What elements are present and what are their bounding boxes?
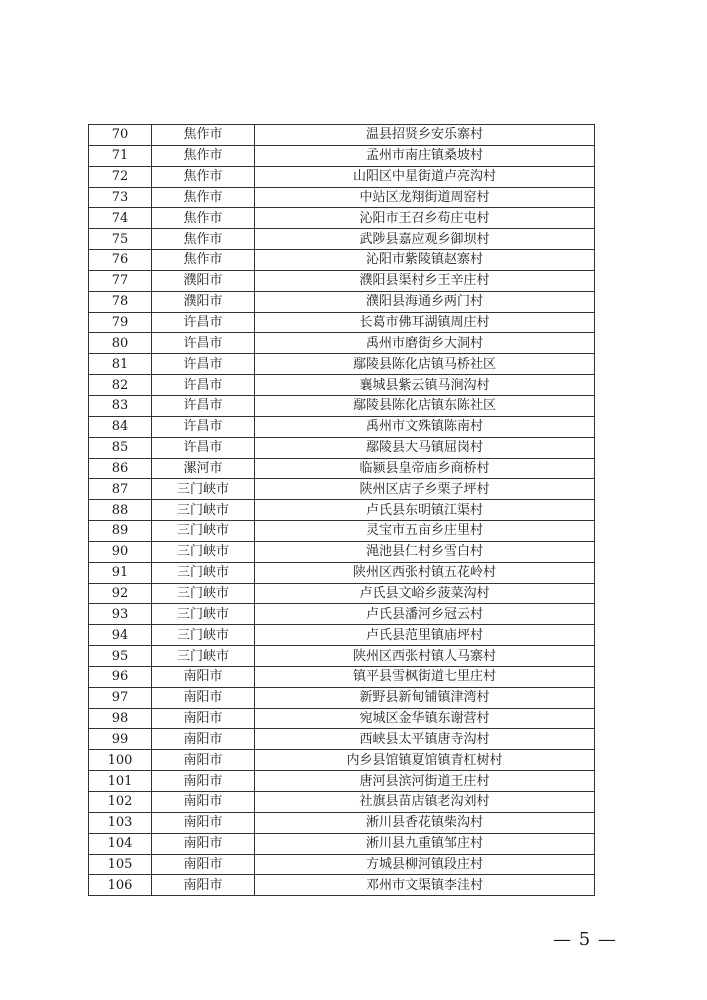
table-row <box>89 875 595 896</box>
city-cell: 南阳市 <box>152 750 255 771</box>
village-cell: 陕州区店子乡栗子坪村 <box>255 479 595 500</box>
row-number-cell: 74 <box>89 208 152 229</box>
village-cell: 濮阳县渠村乡王辛庄村 <box>255 270 595 291</box>
village-cell: 淅川县香花镇柴沟村 <box>255 812 595 833</box>
table-row <box>89 833 595 854</box>
village-cell: 陕州区西张村镇五花岭村 <box>255 562 595 583</box>
city-cell: 许昌市 <box>152 375 255 396</box>
village-cell: 中站区龙翔街道周窑村 <box>255 187 595 208</box>
table-row <box>89 166 595 187</box>
village-cell: 山阳区中星街道卢亮沟村 <box>255 166 595 187</box>
row-number-cell: 86 <box>89 458 152 479</box>
table-row <box>89 270 595 291</box>
city-cell: 南阳市 <box>152 875 255 896</box>
city-cell: 焦作市 <box>152 229 255 250</box>
village-cell: 卢氏县东明镇江渠村 <box>255 500 595 521</box>
city-cell: 南阳市 <box>152 687 255 708</box>
table-row <box>89 604 595 625</box>
city-cell: 许昌市 <box>152 416 255 437</box>
city-cell: 南阳市 <box>152 812 255 833</box>
row-number-cell: 71 <box>89 145 152 166</box>
table-row <box>89 333 595 354</box>
row-number-cell: 96 <box>89 666 152 687</box>
table-row <box>89 437 595 458</box>
row-number-cell: 92 <box>89 583 152 604</box>
village-cell: 卢氏县文峪乡菠菜沟村 <box>255 583 595 604</box>
table-row <box>89 375 595 396</box>
city-cell: 三门峡市 <box>152 646 255 667</box>
village-cell: 临颍县皇帝庙乡商桥村 <box>255 458 595 479</box>
city-cell: 焦作市 <box>152 166 255 187</box>
row-number-cell: 100 <box>89 750 152 771</box>
city-cell: 焦作市 <box>152 145 255 166</box>
row-number-cell: 102 <box>89 792 152 813</box>
table-row <box>89 625 595 646</box>
city-cell: 漯河市 <box>152 458 255 479</box>
row-number-cell: 93 <box>89 604 152 625</box>
row-number-cell: 76 <box>89 250 152 271</box>
city-cell: 三门峡市 <box>152 625 255 646</box>
village-cell: 鄢陵县大马镇屈岗村 <box>255 437 595 458</box>
city-cell: 许昌市 <box>152 354 255 375</box>
village-cell: 濮阳县海通乡两门村 <box>255 291 595 312</box>
table-row <box>89 750 595 771</box>
table-row <box>89 812 595 833</box>
city-cell: 三门峡市 <box>152 500 255 521</box>
village-cell: 镇平县雪枫街道七里庄村 <box>255 666 595 687</box>
table-row <box>89 646 595 667</box>
village-cell: 社旗县苗店镇老沟刘村 <box>255 792 595 813</box>
city-cell: 焦作市 <box>152 187 255 208</box>
village-cell: 卢氏县范里镇庙坪村 <box>255 625 595 646</box>
table-row <box>89 500 595 521</box>
village-cell: 襄城县紫云镇马涧沟村 <box>255 375 595 396</box>
village-cell: 渑池县仁村乡雪白村 <box>255 541 595 562</box>
village-cell: 禹州市磨街乡大洞村 <box>255 333 595 354</box>
page-number: — 5 — <box>553 929 617 950</box>
row-number-cell: 101 <box>89 771 152 792</box>
city-cell: 南阳市 <box>152 666 255 687</box>
table-row <box>89 854 595 875</box>
table-row <box>89 208 595 229</box>
row-number-cell: 90 <box>89 541 152 562</box>
city-cell: 焦作市 <box>152 208 255 229</box>
row-number-cell: 103 <box>89 812 152 833</box>
row-number-cell: 91 <box>89 562 152 583</box>
table-row <box>89 354 595 375</box>
village-cell: 方城县柳河镇段庄村 <box>255 854 595 875</box>
village-cell: 长葛市佛耳湖镇周庄村 <box>255 312 595 333</box>
village-cell: 武陟县嘉应观乡御坝村 <box>255 229 595 250</box>
village-cell: 沁阳市紫陵镇赵寨村 <box>255 250 595 271</box>
city-cell: 南阳市 <box>152 792 255 813</box>
table-row <box>89 521 595 542</box>
table-row <box>89 771 595 792</box>
village-cell: 唐河县滨河街道王庄村 <box>255 771 595 792</box>
table-row <box>89 291 595 312</box>
city-cell: 南阳市 <box>152 833 255 854</box>
village-list-table <box>88 124 595 896</box>
row-number-cell: 106 <box>89 875 152 896</box>
city-cell: 焦作市 <box>152 125 255 146</box>
table-row <box>89 562 595 583</box>
village-cell: 禹州市文殊镇陈南村 <box>255 416 595 437</box>
row-number-cell: 97 <box>89 687 152 708</box>
table-row <box>89 729 595 750</box>
city-cell: 南阳市 <box>152 729 255 750</box>
city-cell: 三门峡市 <box>152 562 255 583</box>
table-row <box>89 187 595 208</box>
village-cell: 新野县新甸铺镇津湾村 <box>255 687 595 708</box>
row-number-cell: 104 <box>89 833 152 854</box>
row-number-cell: 79 <box>89 312 152 333</box>
village-cell: 灵宝市五亩乡庄里村 <box>255 521 595 542</box>
row-number-cell: 95 <box>89 646 152 667</box>
row-number-cell: 75 <box>89 229 152 250</box>
row-number-cell: 77 <box>89 270 152 291</box>
village-cell: 鄢陵县陈化店镇马桥社区 <box>255 354 595 375</box>
table-row <box>89 312 595 333</box>
village-cell: 温县招贤乡安乐寨村 <box>255 125 595 146</box>
table-row <box>89 458 595 479</box>
city-cell: 许昌市 <box>152 437 255 458</box>
table-row <box>89 145 595 166</box>
row-number-cell: 78 <box>89 291 152 312</box>
table-row <box>89 583 595 604</box>
table-row <box>89 416 595 437</box>
table-row <box>89 250 595 271</box>
table-row <box>89 479 595 500</box>
row-number-cell: 98 <box>89 708 152 729</box>
table-row <box>89 395 595 416</box>
row-number-cell: 99 <box>89 729 152 750</box>
city-cell: 三门峡市 <box>152 604 255 625</box>
city-cell: 三门峡市 <box>152 479 255 500</box>
table-row <box>89 666 595 687</box>
village-cell: 陕州区西张村镇人马寨村 <box>255 646 595 667</box>
row-number-cell: 80 <box>89 333 152 354</box>
village-cell: 鄢陵县陈化店镇东陈社区 <box>255 395 595 416</box>
row-number-cell: 94 <box>89 625 152 646</box>
row-number-cell: 73 <box>89 187 152 208</box>
row-number-cell: 87 <box>89 479 152 500</box>
city-cell: 濮阳市 <box>152 291 255 312</box>
table-row <box>89 541 595 562</box>
city-cell: 焦作市 <box>152 250 255 271</box>
city-cell: 许昌市 <box>152 395 255 416</box>
row-number-cell: 82 <box>89 375 152 396</box>
table-body <box>89 125 595 896</box>
row-number-cell: 83 <box>89 395 152 416</box>
city-cell: 三门峡市 <box>152 583 255 604</box>
city-cell: 许昌市 <box>152 333 255 354</box>
village-cell: 孟州市南庄镇桑坡村 <box>255 145 595 166</box>
row-number-cell: 105 <box>89 854 152 875</box>
city-cell: 南阳市 <box>152 708 255 729</box>
table-row <box>89 708 595 729</box>
city-cell: 三门峡市 <box>152 521 255 542</box>
city-cell: 濮阳市 <box>152 270 255 291</box>
city-cell: 南阳市 <box>152 771 255 792</box>
table-row <box>89 792 595 813</box>
row-number-cell: 89 <box>89 521 152 542</box>
table-row <box>89 687 595 708</box>
table-row <box>89 125 595 146</box>
row-number-cell: 70 <box>89 125 152 146</box>
row-number-cell: 81 <box>89 354 152 375</box>
city-cell: 三门峡市 <box>152 541 255 562</box>
village-cell: 内乡县馆镇夏馆镇青杠树村 <box>255 750 595 771</box>
row-number-cell: 88 <box>89 500 152 521</box>
city-cell: 南阳市 <box>152 854 255 875</box>
city-cell: 许昌市 <box>152 312 255 333</box>
village-cell: 邓州市文渠镇李洼村 <box>255 875 595 896</box>
village-cell: 沁阳市王召乡苟庄屯村 <box>255 208 595 229</box>
row-number-cell: 72 <box>89 166 152 187</box>
table-row <box>89 229 595 250</box>
row-number-cell: 84 <box>89 416 152 437</box>
village-cell: 西峡县太平镇唐寺沟村 <box>255 729 595 750</box>
row-number-cell: 85 <box>89 437 152 458</box>
village-cell: 淅川县九重镇邹庄村 <box>255 833 595 854</box>
village-cell: 卢氏县潘河乡冠云村 <box>255 604 595 625</box>
village-cell: 宛城区金华镇东谢营村 <box>255 708 595 729</box>
